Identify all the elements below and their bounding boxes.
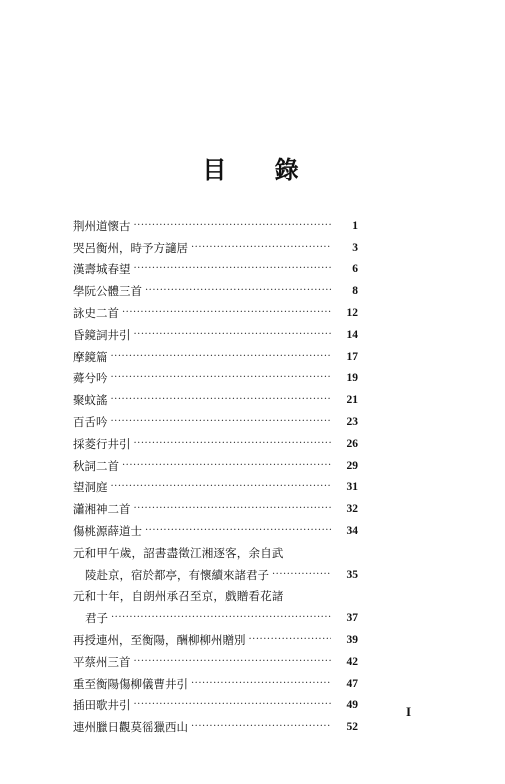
toc-entry-continuation[interactable] xyxy=(73,564,358,586)
toc-entry-title: 詠史二首 xyxy=(73,306,119,321)
leader-dots xyxy=(134,502,332,516)
toc-entry[interactable] xyxy=(73,280,358,302)
toc-entry-title: 秋詞二首 xyxy=(73,458,119,473)
toc-entry[interactable] xyxy=(73,455,358,477)
leader-dots xyxy=(111,371,332,385)
toc-entry-title: 蕣兮吟 xyxy=(73,371,108,386)
toc-entry-page: 31 xyxy=(346,481,358,494)
leader-dots xyxy=(111,611,331,625)
leader-dots xyxy=(134,655,332,669)
leader-dots xyxy=(134,328,332,342)
toc-entry-title: 採菱行井引 xyxy=(73,436,131,451)
leader-dots xyxy=(111,415,332,429)
toc-entry-page: 42 xyxy=(346,655,358,668)
toc-entry-page: 52 xyxy=(346,721,358,734)
toc-entry[interactable] xyxy=(73,433,358,455)
leader-dots xyxy=(191,241,331,255)
toc-entry-page: 29 xyxy=(346,459,358,472)
toc-entry[interactable] xyxy=(73,302,358,324)
leader-dots xyxy=(111,350,332,364)
leader-dots xyxy=(111,480,332,494)
toc-entry-page: 12 xyxy=(346,307,358,320)
leader-dots xyxy=(191,720,331,734)
toc-entry-title: 連州臘日觀莫徭獵西山 xyxy=(73,720,188,735)
toc-entry-title: 元和甲午歲，詔書盡徵江湘逐客，余自武 xyxy=(73,545,284,560)
leader-dots xyxy=(145,284,331,298)
toc-entry-title: 昏鏡詞井引 xyxy=(73,327,131,342)
toc-entry-continuation[interactable] xyxy=(73,607,358,629)
leader-dots xyxy=(134,698,332,712)
toc-entry-page: 3 xyxy=(352,241,358,254)
toc-entry-title: 平蔡州三首 xyxy=(73,654,131,669)
toc-entry-page: 14 xyxy=(346,328,358,341)
toc-entry-title: 瀟湘神二首 xyxy=(73,502,131,517)
toc-entry-page: 47 xyxy=(346,677,358,690)
toc-entry[interactable] xyxy=(73,520,358,542)
toc-entry[interactable] xyxy=(73,346,358,368)
toc-entry-title: 漢壽城春望 xyxy=(73,262,131,277)
toc-entry[interactable] xyxy=(73,651,358,673)
toc-entry[interactable] xyxy=(73,411,358,433)
toc-entry[interactable] xyxy=(73,259,358,281)
toc-entry-page: 6 xyxy=(352,263,358,276)
toc-entry[interactable] xyxy=(73,477,358,499)
toc-entry-title: 再授連州，至衡陽，酬柳柳州贈別 xyxy=(73,633,246,648)
toc-entry-title: 摩鏡篇 xyxy=(73,349,108,364)
toc-entry[interactable] xyxy=(73,215,358,237)
toc-entry-title: 學阮公體三首 xyxy=(73,284,142,299)
toc-entry[interactable] xyxy=(73,389,358,411)
toc-entry-page: 37 xyxy=(346,612,358,625)
toc-entry-page: 1 xyxy=(352,219,358,232)
leader-dots xyxy=(122,459,331,473)
leader-dots xyxy=(134,437,332,451)
leader-dots xyxy=(134,219,332,233)
page-number: I xyxy=(406,704,412,719)
toc-entry-page: 21 xyxy=(346,394,358,407)
toc-entry-title: 百舌吟 xyxy=(73,415,108,430)
toc-entry-page: 34 xyxy=(346,525,358,538)
toc-entry-title: 望洞庭 xyxy=(73,480,108,495)
toc-entry-page: 35 xyxy=(346,568,358,581)
toc-entry-title: 陵赴京，宿於都亭，有懷續來諸君子 xyxy=(85,567,269,582)
toc-entry[interactable] xyxy=(73,716,358,738)
leader-dots xyxy=(249,633,332,647)
table-of-contents xyxy=(73,215,358,738)
leader-dots xyxy=(134,262,332,276)
toc-entry-title: 重至衡陽傷柳儀曹井引 xyxy=(73,676,188,691)
toc-entry-page: 39 xyxy=(346,634,358,647)
leader-dots xyxy=(111,393,332,407)
toc-entry[interactable] xyxy=(73,695,358,717)
toc-entry[interactable] xyxy=(73,324,358,346)
toc-entry-title: 君子 xyxy=(85,611,108,626)
toc-entry-title: 荆州道懷古 xyxy=(73,218,131,233)
toc-entry-title: 插田歌井引 xyxy=(73,698,131,713)
toc-entry-first-line[interactable] xyxy=(73,542,358,564)
toc-entry[interactable] xyxy=(73,629,358,651)
toc-entry[interactable] xyxy=(73,237,358,259)
toc-entry-page: 49 xyxy=(346,699,358,712)
toc-entry-title: 聚蚊謠 xyxy=(73,393,108,408)
leader-dots xyxy=(191,677,331,691)
leader-dots xyxy=(122,306,331,320)
toc-entry[interactable] xyxy=(73,498,358,520)
toc-entry-title: 傷桃源薛道士 xyxy=(73,524,142,539)
leader-dots xyxy=(145,524,331,538)
toc-entry-page: 8 xyxy=(352,285,358,298)
page-title: 目 錄 xyxy=(202,155,319,184)
toc-entry-title: 哭呂衡州，時予方讁居 xyxy=(73,240,188,255)
toc-entry-page: 19 xyxy=(346,372,358,385)
toc-entry[interactable] xyxy=(73,673,358,695)
leader-dots xyxy=(272,568,331,582)
toc-entry[interactable] xyxy=(73,368,358,390)
toc-entry-page: 17 xyxy=(346,350,358,363)
toc-entry-title: 元和十年，自朗州承召至京，戲贈看花諸 xyxy=(73,589,284,604)
toc-entry-page: 23 xyxy=(346,416,358,429)
toc-entry-page: 32 xyxy=(346,503,358,516)
toc-entry-page: 26 xyxy=(346,437,358,450)
toc-entry-first-line[interactable] xyxy=(73,586,358,608)
